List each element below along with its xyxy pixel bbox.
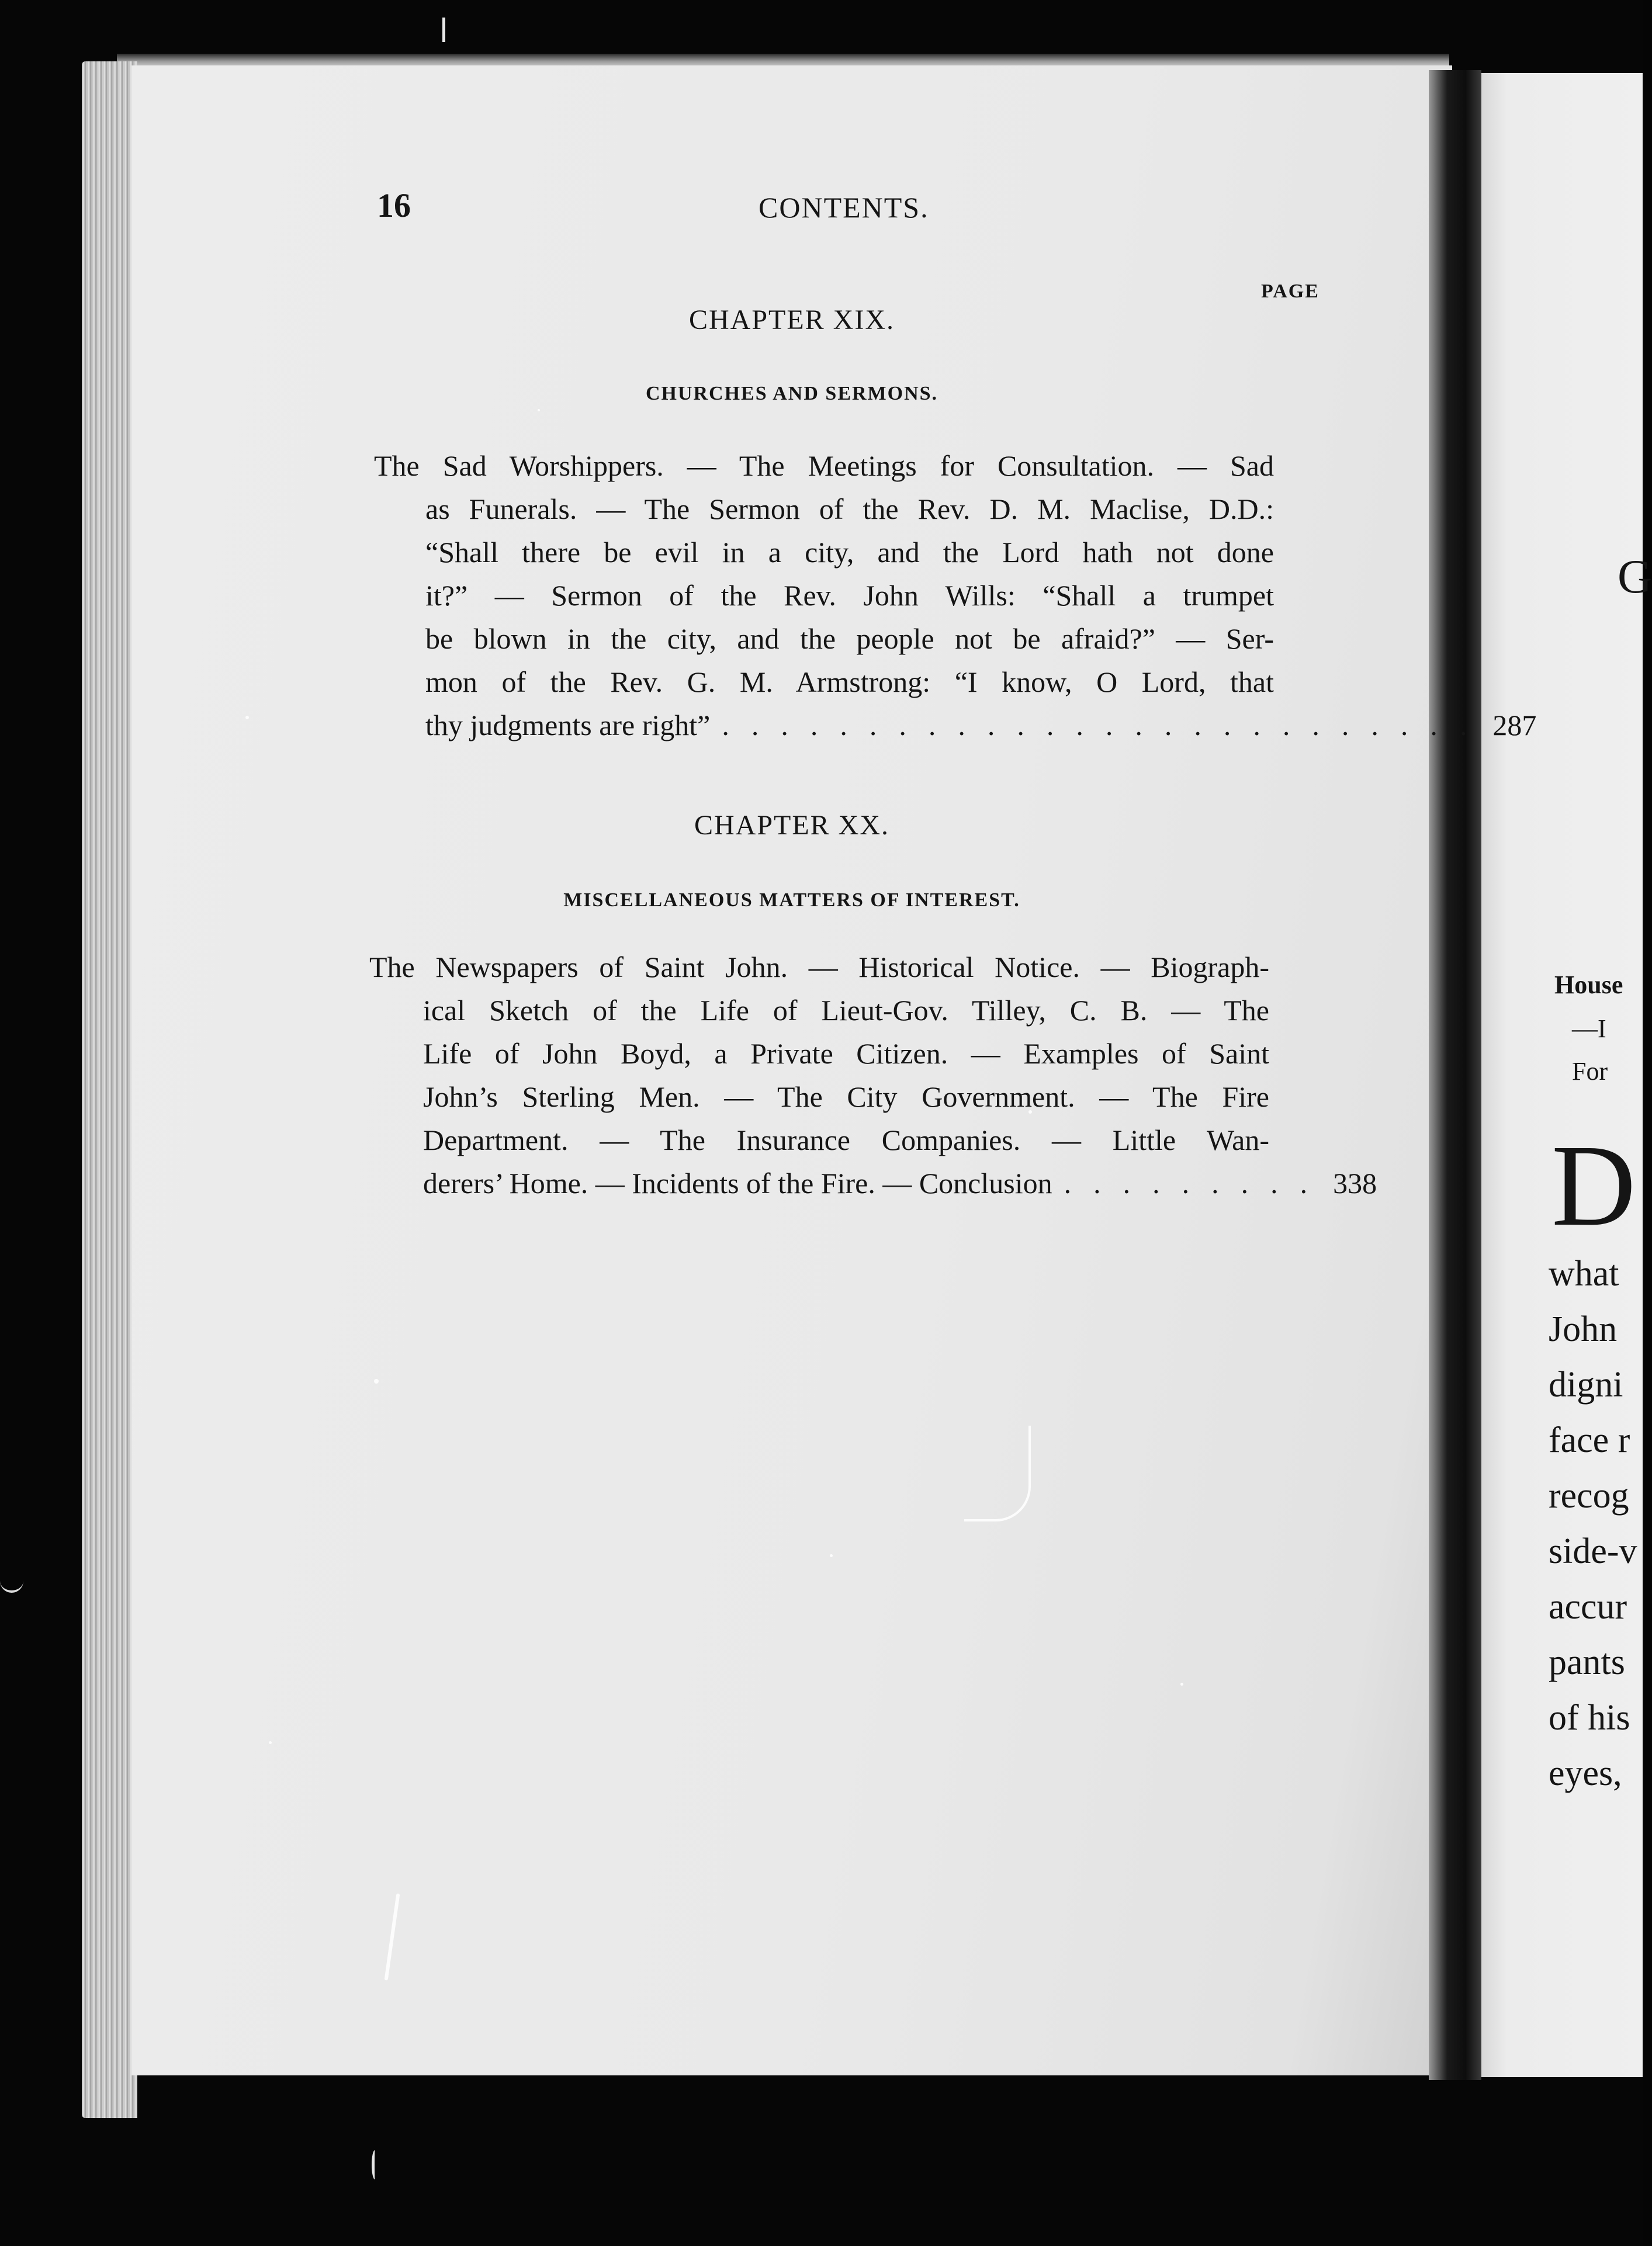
toc-line: The Newspapers of Saint John. — Historical Notice. — Biograph- <box>369 951 1269 983</box>
book-top-edge <box>117 54 1449 67</box>
toc-line: Department. — The Insurance Companies. — Little Wan- <box>423 1124 1269 1156</box>
dot-leader: ......... <box>1064 1167 1330 1200</box>
right-page-word: eyes, <box>1549 1753 1622 1793</box>
toc-page-number: 338 <box>1333 1167 1377 1200</box>
dust-speck <box>538 409 540 411</box>
right-page-word: face r <box>1549 1420 1630 1460</box>
right-page-word: recog <box>1549 1476 1629 1516</box>
dust-speck <box>374 1379 379 1384</box>
right-page-word: digni <box>1549 1365 1623 1405</box>
right-page-small-line: —I <box>1572 1014 1606 1043</box>
right-page-small-line: For <box>1572 1057 1608 1086</box>
toc-line: The Sad Worshippers. — The Meetings for Consultation. — Sad <box>374 449 1274 482</box>
scan-mark-left <box>0 1578 23 1593</box>
dust-speck <box>269 1741 272 1744</box>
dot-leader: .......................... <box>722 709 1490 741</box>
toc-line: John’s Sterling Men. — The City Government. — The Fire <box>423 1080 1269 1113</box>
right-page-word: John <box>1549 1309 1618 1349</box>
toc-line: Life of John Boyd, a Private Citizen. — Examples of Saint <box>423 1037 1269 1070</box>
right-page-heading-letter: G <box>1618 550 1652 603</box>
scan-mark-bottom <box>372 2150 378 2179</box>
toc-line: be blown in the city, and the people not be afraid?” — Ser- <box>425 622 1274 655</box>
toc-line-last <box>423 1162 1377 1205</box>
right-page-word: what <box>1549 1254 1619 1294</box>
page-number: 16 <box>377 186 411 224</box>
toc-line: mon of the Rev. G. M. Armstrong: “I know, O Lord, that <box>425 666 1274 698</box>
toc-line: ical Sketch of the Life of Lieut-Gov. Tilley, C. B. — The <box>423 994 1269 1027</box>
toc-page-number: 287 <box>1492 709 1537 741</box>
toc-entry-chapter-19 <box>374 444 1537 747</box>
scratch-mark <box>964 1426 1031 1521</box>
page-column-label: PAGE <box>1261 280 1319 302</box>
right-page-word: pants <box>1549 1642 1625 1682</box>
dust-speck <box>245 716 249 719</box>
toc-line: “Shall there be evil in a city, and the Lord hath not done <box>425 536 1274 569</box>
toc-line: it?” — Sermon of the Rev. John Wills: “Shall a trumpet <box>425 579 1274 612</box>
running-head: CONTENTS. <box>759 191 929 224</box>
book-gutter <box>1429 70 1481 2080</box>
right-page-word: of his <box>1549 1698 1630 1738</box>
page-edges <box>82 61 137 2118</box>
dust-speck <box>830 1554 833 1557</box>
toc-line-text: thy judgments are right” <box>425 709 711 741</box>
toc-line-last <box>425 703 1537 747</box>
drop-cap: D <box>1551 1121 1636 1250</box>
toc-line-text: derers’ Home. — Incidents of the Fire. — Conclusion <box>423 1167 1052 1200</box>
right-page-word: accur <box>1549 1587 1627 1627</box>
scan-mark-top <box>442 18 445 42</box>
chapter-title: CHAPTER XX. <box>694 810 890 841</box>
chapter-title: CHAPTER XIX. <box>688 304 895 335</box>
toc-entry-chapter-20 <box>369 945 1377 1205</box>
dust-speck <box>1180 1683 1183 1686</box>
toc-line: as Funerals. — The Sermon of the Rev. D. M. Maclise, D.D.: <box>425 493 1274 525</box>
right-page-word: side-v <box>1549 1531 1637 1571</box>
chapter-subtitle: MISCELLANEOUS MATTERS OF INTEREST. <box>563 889 1020 911</box>
right-page-small-line: House <box>1554 971 1623 999</box>
chapter-subtitle: CHURCHES AND SERMONS. <box>645 383 938 404</box>
